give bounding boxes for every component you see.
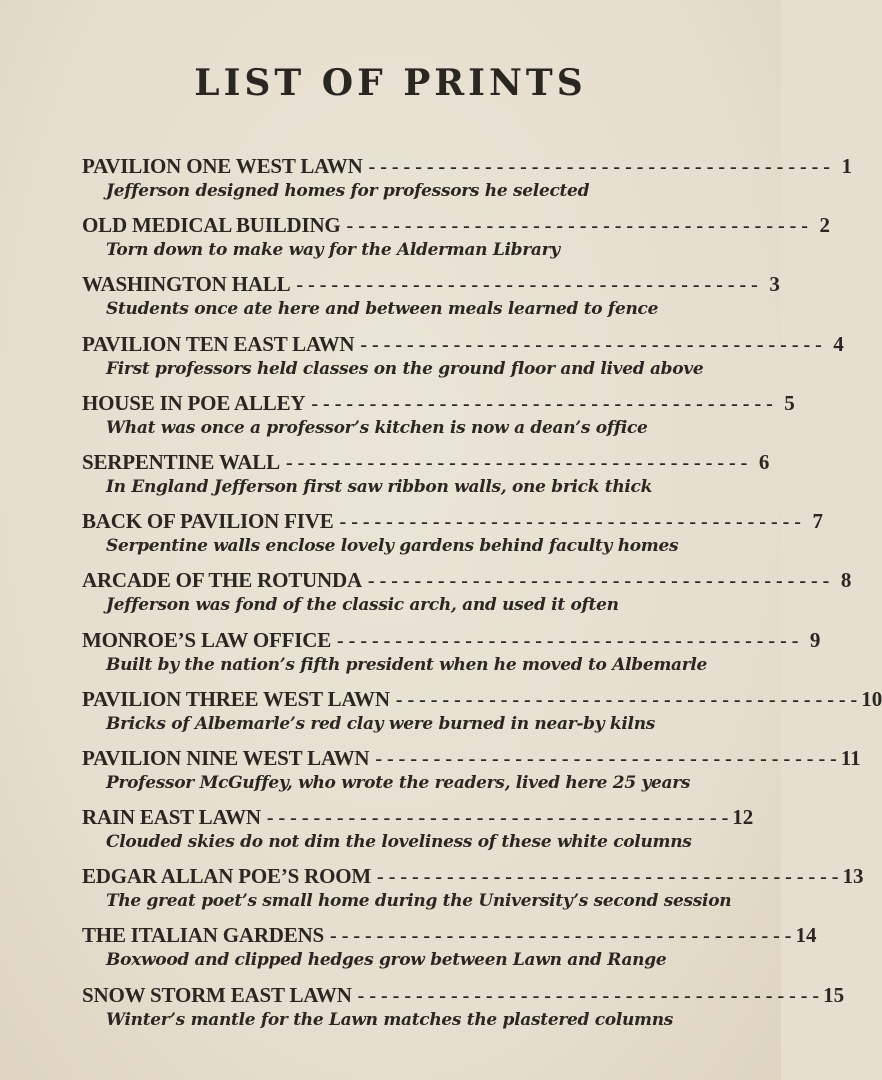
print-description: Torn down to make way for the Alderman Library [106,240,560,261]
print-title: PAVILION THREE WEST LAWN [82,686,390,711]
page-number: 14 [795,923,817,948]
entry-line [82,568,852,598]
list-item [82,805,754,864]
page-number: 1 [841,154,852,178]
entry-line [82,154,852,184]
dot-leader: - - - - - - - - - - - - - - - - - - - - - - - - - - - - - - - - - - - - - - - - [360,333,822,356]
print-description: Serpentine walls enclose lovely gardens behind faculty homes [106,536,679,557]
print-description: Professor McGuffey, who wrote the readers, lived here 25 years [106,772,691,793]
print-description: Jefferson designed homes for professors he selected [106,181,590,201]
print-description: Winter’s mantle for the Lawn matches the plastered columns [106,1009,674,1030]
page-number: 3 [769,272,780,297]
print-description: Bricks of Albemarle’s red clay were burned in near-by kilns [106,713,656,734]
print-title: EDGAR ALLAN POE’S ROOM [82,864,372,889]
list-item [82,331,844,391]
page-number: 13 [842,864,864,889]
page-number: 7 [812,509,823,534]
dot-leader: - - - - - - - - - - - - - - - - - - - - - - - - - - - - - - - - - - - - - - - - [346,215,808,238]
page-number: 6 [758,449,770,474]
print-description: The great poet’s small home during the University’s second session [106,891,732,912]
print-description: First professors held classes on the ground floor and lived above [106,358,704,379]
dot-leader: - - - - - - - - - - - - - - - - - - - - - - - - - - - - - - - - - - - - - - - - [368,156,830,178]
dot-leader: - - - - - - - - - - - - - - - - - - - - - - - - - - - - - - - - - - - - - - - - [395,688,858,711]
list-item [82,449,770,509]
print-title: PAVILION NINE WEST LAWN [82,745,370,770]
dot-leader: - - - - - - - - - - - - - - - - - - - - - - - - - - - - - - - - - - - - - - - - [375,747,837,770]
print-title: ARCADE OF THE ROTUNDA [82,568,362,593]
list-item [82,864,864,923]
list-item [82,509,823,568]
page-number: 2 [819,213,830,238]
print-title: OLD MEDICAL BUILDING [82,213,341,238]
prints-list [82,154,882,1042]
dot-leader: - - - - - - - - - - - - - - - - - - - - - - - - - - - - - - - - - - - - - - - - [330,925,792,948]
list-item [82,982,845,1042]
dot-leader: - - - - - - - - - - - - - - - - - - - - - - - - - - - - - - - - - - - - - - - - [337,629,799,652]
entry-line [82,449,770,480]
page-number: 9 [809,627,821,652]
entry-line [82,331,844,362]
page-number: 4 [833,331,844,356]
page-number: 10 [861,686,882,711]
list-item [82,745,861,805]
page-number: 5 [784,390,795,415]
list-item [82,686,882,746]
dot-leader: - - - - - - - - - - - - - - - - - - - - - - - - - - - - - - - - - - - - - - - - [311,392,773,415]
print-description: What was once a professor’s kitchen is now a dean’s office [106,417,648,438]
print-title: PAVILION TEN EAST LAWN [82,331,355,356]
print-title: HOUSE IN POE ALLEY [82,390,306,415]
page-number: 15 [823,982,845,1007]
entry-line [82,272,780,302]
print-title: SERPENTINE WALL [82,449,280,474]
print-description: Students once ate here and between meals learned to fence [106,299,659,320]
page-number: 12 [732,805,754,830]
entry-line [82,864,864,894]
entry-line [82,509,823,539]
list-item [82,272,780,331]
entry-line [82,390,795,421]
dot-leader: - - - - - - - - - - - - - - - - - - - - - - - - - - - - - - - - - - - - - - - - [367,570,830,593]
print-description: In England Jefferson first saw ribbon walls, one brick thick [106,476,653,497]
entry-line [82,745,861,776]
print-title: PAVILION ONE WEST LAWN [82,154,363,178]
entry-line [82,213,830,243]
dot-leader: - - - - - - - - - - - - - - - - - - - - - - - - - - - - - - - - - - - - - - - - [377,866,839,889]
list-item [82,627,821,687]
page-title: LIST OF PRINTS [194,62,587,104]
list-item [82,568,852,627]
entry-line [82,923,817,953]
page-number: 11 [840,745,861,770]
dot-leader: - - - - - - - - - - - - - - - - - - - - - - - - - - - - - - - - - - - - - - - - [339,511,801,534]
list-item [82,923,817,982]
print-title: RAIN EAST LAWN [82,805,261,830]
dot-leader: - - - - - - - - - - - - - - - - - - - - - - - - - - - - - - - - - - - - - - - - [285,451,748,474]
print-description: Clouded skies do not dim the loveliness of these white columns [106,832,692,853]
dot-leader: - - - - - - - - - - - - - - - - - - - - - - - - - - - - - - - - - - - - - - - - [266,807,729,830]
list-item [82,154,852,213]
print-description: Boxwood and clipped hedges grow between Lawn and Range [106,950,667,971]
dot-leader: - - - - - - - - - - - - - - - - - - - - - - - - - - - - - - - - - - - - - - - - [357,984,820,1007]
print-description: Jefferson was fond of the classic arch, and used it often [106,595,619,616]
print-title: THE ITALIAN GARDENS [82,923,325,948]
list-item [82,213,830,272]
entry-line [82,627,821,658]
list-item [82,390,795,450]
print-description: Built by the nation’s fifth president when he moved to Albemarle [106,654,708,675]
print-title: BACK OF PAVILION FIVE [82,509,334,534]
entry-line [82,805,754,835]
entry-line [82,982,845,1013]
page-number: 8 [840,568,852,593]
print-title: SNOW STORM EAST LAWN [82,982,352,1007]
print-title: WASHINGTON HALL [82,272,291,297]
print-title: MONROE’S LAW OFFICE [82,627,331,652]
dot-leader: - - - - - - - - - - - - - - - - - - - - - - - - - - - - - - - - - - - - - - - - [296,274,758,297]
entry-line [82,686,882,717]
